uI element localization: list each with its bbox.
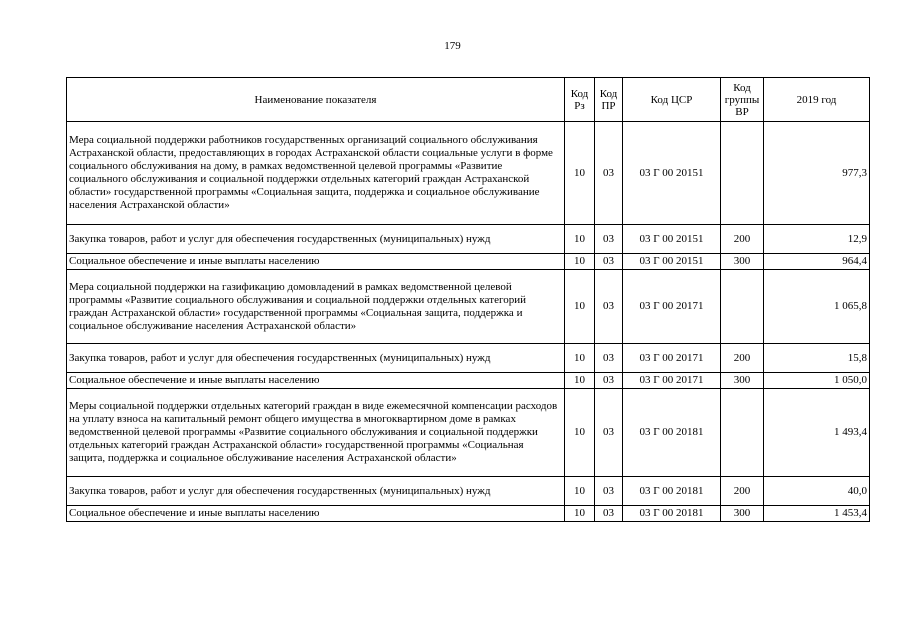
row-amount: 1 493,4 <box>764 389 870 477</box>
table-row <box>67 254 870 270</box>
row-name: Закупка товаров, работ и услуг для обеспечения государственных (муниципальных) нужд <box>67 344 565 373</box>
row-pr: 03 <box>595 225 623 254</box>
row-name: Меры социальной поддержки отдельных категорий граждан в виде ежемесячной компенсации расходов на уплату взноса на капитальный ремонт общего имущества в многоквартирном доме в рамках ведомственной целевой программы «Развитие социального обслуживания и социальной поддержки отдельных категорий граждан Астраханской области» государственной программы «Социальная защита, поддержка и социальное обслуживание населения Астраханской области» <box>67 389 565 477</box>
row-vr: 300 <box>721 254 764 270</box>
row-rz: 10 <box>565 373 595 389</box>
row-vr: 200 <box>721 344 764 373</box>
row-pr: 03 <box>595 389 623 477</box>
table-row <box>67 506 870 522</box>
row-pr: 03 <box>595 373 623 389</box>
row-vr <box>721 389 764 477</box>
header-name: Наименование показателя <box>67 78 565 122</box>
row-csr: 03 Г 00 20171 <box>623 373 721 389</box>
row-csr: 03 Г 00 20171 <box>623 344 721 373</box>
row-csr: 03 Г 00 20181 <box>623 389 721 477</box>
row-vr: 200 <box>721 225 764 254</box>
row-csr: 03 Г 00 20181 <box>623 477 721 506</box>
row-amount: 40,0 <box>764 477 870 506</box>
budget-table <box>66 77 870 522</box>
row-rz: 10 <box>565 344 595 373</box>
row-csr: 03 Г 00 20151 <box>623 122 721 225</box>
row-name: Закупка товаров, работ и услуг для обеспечения государственных (муниципальных) нужд <box>67 477 565 506</box>
row-csr: 03 Г 00 20171 <box>623 270 721 344</box>
row-pr: 03 <box>595 122 623 225</box>
row-vr: 300 <box>721 373 764 389</box>
row-name: Социальное обеспечение и иные выплаты населению <box>67 506 565 522</box>
row-pr: 03 <box>595 254 623 270</box>
table-row <box>67 389 870 477</box>
header-vr: Код группы ВР <box>721 78 764 122</box>
row-amount: 15,8 <box>764 344 870 373</box>
row-rz: 10 <box>565 477 595 506</box>
row-name: Мера социальной поддержки работников государственных организаций социального обслуживания Астраханской области, предоставляющих в городах Астраханской области социальные услуги в форме социального обслуживания на дому, в рамках ведомственной целевой программы «Развитие социального обслуживания и социальной поддержки отдельных категорий граждан Астраханской области» государственной программы «Социальная защита, поддержка и социальное обслуживание населения Астраханской области» <box>67 122 565 225</box>
row-amount: 1 453,4 <box>764 506 870 522</box>
row-rz: 10 <box>565 122 595 225</box>
row-amount: 964,4 <box>764 254 870 270</box>
table-row <box>67 122 870 225</box>
table-row <box>67 344 870 373</box>
table-row <box>67 477 870 506</box>
row-vr <box>721 122 764 225</box>
table-row <box>67 270 870 344</box>
row-name: Мера социальной поддержки на газификацию домовладений в рамках ведомственной целевой программы «Развитие социального обслуживания и социальной поддержки отдельных категорий граждан Астраханской области» государственной программы «Социальная защита, поддержка и социальное обслуживание населения Астраханской области» <box>67 270 565 344</box>
row-amount: 977,3 <box>764 122 870 225</box>
row-rz: 10 <box>565 270 595 344</box>
row-amount: 12,9 <box>764 225 870 254</box>
row-rz: 10 <box>565 254 595 270</box>
row-pr: 03 <box>595 477 623 506</box>
header-year: 2019 год <box>764 78 870 122</box>
row-vr <box>721 270 764 344</box>
row-csr: 03 Г 00 20181 <box>623 506 721 522</box>
row-pr: 03 <box>595 344 623 373</box>
table-row <box>67 373 870 389</box>
header-pr: Код ПР <box>595 78 623 122</box>
row-csr: 03 Г 00 20151 <box>623 254 721 270</box>
row-rz: 10 <box>565 506 595 522</box>
row-name: Социальное обеспечение и иные выплаты населению <box>67 373 565 389</box>
row-rz: 10 <box>565 225 595 254</box>
row-csr: 03 Г 00 20151 <box>623 225 721 254</box>
row-amount: 1 065,8 <box>764 270 870 344</box>
row-vr: 300 <box>721 506 764 522</box>
row-name: Закупка товаров, работ и услуг для обеспечения государственных (муниципальных) нужд <box>67 225 565 254</box>
row-vr: 200 <box>721 477 764 506</box>
row-name: Социальное обеспечение и иные выплаты населению <box>67 254 565 270</box>
row-pr: 03 <box>595 506 623 522</box>
page-number: 179 <box>444 40 461 52</box>
row-amount: 1 050,0 <box>764 373 870 389</box>
row-rz: 10 <box>565 389 595 477</box>
header-rz: Код Рз <box>565 78 595 122</box>
row-pr: 03 <box>595 270 623 344</box>
table-header-row <box>67 78 870 122</box>
table-row <box>67 225 870 254</box>
header-csr: Код ЦСР <box>623 78 721 122</box>
